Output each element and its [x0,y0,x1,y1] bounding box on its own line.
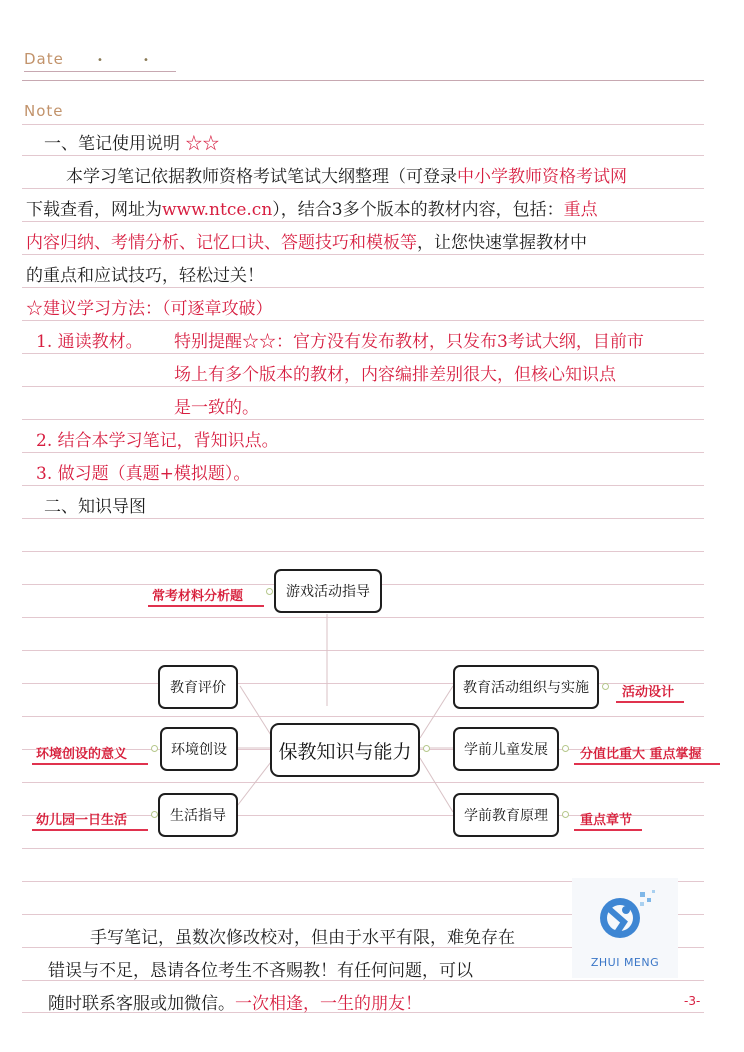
footer-text: 随时联系客服或加微信。 [48,994,235,1014]
date-dot: • [143,55,149,66]
rule-line [22,124,704,125]
label-chuangshe: 环境创设的意义 [36,747,128,762]
intro-highlight: 重点 [563,200,598,220]
label-underline [574,763,720,765]
label-shenghuo: 幼儿园一日生活 [36,813,128,828]
rule-line [22,320,704,321]
tip-text: ：官方没有发布教材，只发布3考试大纲，目前市 [276,332,644,352]
collapse-dot-icon [266,588,273,595]
collapse-dot-icon [151,745,158,752]
intro-url: www.ntce.cn [162,200,273,220]
node-zuzhi: 教育活动组织与实施 [453,665,599,709]
node-shenghuo: 生活指导 [158,793,238,837]
intro-line-3 [26,232,587,254]
rule-line [22,452,704,453]
intro-line-4: 的重点和应试技巧，轻松过关！ [26,266,264,286]
intro-text: 下载查看，网址为 [26,200,162,220]
connector-line [420,686,453,738]
rule-line [22,287,704,288]
rule-line [22,221,704,222]
label-underline [32,763,148,765]
collapse-dot-icon [562,811,569,818]
intro-text: ，让您快速掌握教材中 [417,233,587,253]
node-youxi: 游戏活动指导 [274,569,382,613]
footer-line-2: 错误与不足，恳请各位考生不吝赐教！有任何问题，可以 [48,961,473,981]
section2-title: 二、知识导图 [44,497,146,517]
label-fazhan: 分值比重大 重点掌握 [580,747,702,762]
node-pingjia: 教育评价 [158,665,238,709]
connector-line [234,758,274,810]
rule-line [22,80,704,81]
collapse-dot-icon [151,811,158,818]
intro-text: ），结合3多个版本的教材内容，包括： [272,200,564,220]
label-youxi: 常考材料分析题 [152,589,244,604]
date-dot: • [97,55,103,66]
method-title: 建议学习方法：（可逐章攻破） [43,299,273,319]
rule-line [22,386,704,387]
label-zuzhi: 活动设计 [622,685,675,700]
footer-line-3 [48,993,422,1015]
zhuimeng-logo [572,878,678,978]
method-3: 3. 做习题（真题+模拟题）。 [36,464,251,484]
page-number: -3- [684,994,701,1008]
method-2: 2. 结合本学习笔记，背知识点。 [36,431,279,451]
intro-line-2 [26,199,598,221]
intro-line-1 [66,166,627,188]
rule-line [22,254,704,255]
node-center: 保教知识与能力 [270,723,420,777]
star-icon: ☆☆ [185,134,220,154]
footer-slogan: 一次相逢，一生的朋友！ [235,994,422,1014]
collapse-dot-icon [602,683,609,690]
rule-line [22,485,704,486]
rule-line [22,155,704,156]
section1-title: 一、笔记使用说明 [44,134,180,154]
date-label: Date [24,50,64,68]
mind-map [0,540,744,870]
label-underline [616,701,684,703]
intro-site-name: 中小学教师资格考试网 [457,167,627,187]
label-underline [574,829,642,831]
tip-label: 特别提醒 [174,332,242,352]
rule-line [22,188,704,189]
node-yuanli: 学前教育原理 [453,793,559,837]
date-underline [24,71,176,72]
node-fazhan: 学前儿童发展 [453,727,559,771]
label-underline [32,829,148,831]
rule-line [22,353,704,354]
star-icon: ☆ [26,299,43,319]
footer-line-1: 手写笔记，虽数次修改校对，但由于水平有限，难免存在 [90,928,515,948]
intro-text: 本学习笔记依据教师资格考试笔试大纲整理（可登录 [66,167,457,187]
method-1: 1. 通读教材。 [36,332,143,352]
rule-line [22,419,704,420]
label-underline [148,605,264,607]
method-title-line [26,298,273,320]
method-1-tip-line-2: 场上有多个版本的教材，内容编排差别很大，但核心知识点 [174,365,616,385]
connector-line [420,758,453,812]
rule-line [22,518,704,519]
logo-mark-icon [572,878,678,958]
label-yuanli: 重点章节 [580,813,633,828]
collapse-dot-icon [562,745,569,752]
star-icon: ☆☆ [242,332,276,352]
intro-highlight: 内容归纳、考情分析、记忆口诀、答题技巧和模板等 [26,233,417,253]
section-title [44,133,219,155]
logo-text: ZHUI MENG [590,956,660,969]
connector-line [240,686,274,740]
method-1-tip [174,331,644,353]
collapse-dot-icon [423,745,430,752]
node-chuangshe: 环境创设 [160,727,238,771]
note-label: Note [24,102,64,120]
method-1-tip-line-3: 是一致的。 [174,398,259,418]
